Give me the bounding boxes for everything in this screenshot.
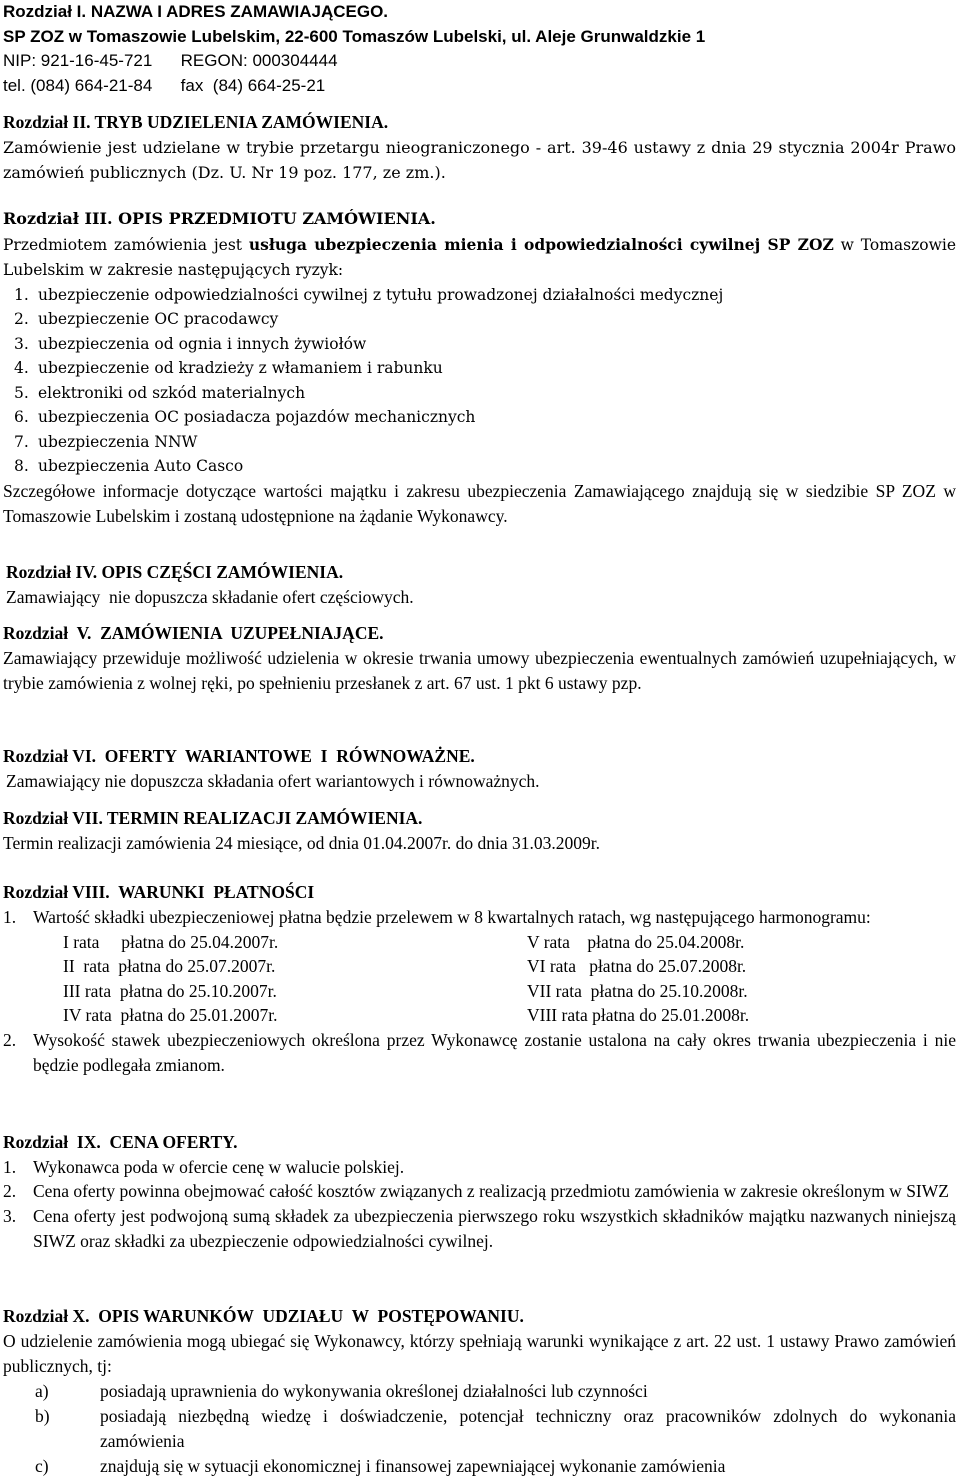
section-4-text: Zamawiający nie dopuszcza składanie ofert częściowych. (6, 586, 414, 607)
schedule-right-row: VIII rata płatna do 25.01.2008r. (527, 1005, 750, 1025)
list-item: 8. ubezpieczenia Auto Casco (14, 457, 244, 475)
list-item: 5. elektroniki od szkód materialnych (14, 383, 306, 402)
section-9-heading: Rozdział IX. CENA OFERTY. (3, 1132, 238, 1152)
schedule-right-row: VII rata płatna do 25.10.2008r. (527, 980, 748, 1001)
schedule-left-row: III rata płatna do 25.10.2007r. (63, 980, 277, 1001)
section-2 (3, 110, 956, 185)
list-item: a) posiadają uprawnienia do wykonywania określonej działalności lub czynności (35, 1380, 648, 1401)
payment-schedule (3, 930, 956, 1028)
section-9 (3, 1130, 956, 1254)
section-2-heading: Rozdział II. TRYB UDZIELENIA ZAMÓWIENIA. (3, 112, 389, 132)
section-3-outro: Szczegółowe informacje dotyczące wartości majątku i zakresu ubezpieczenia Zamawiającego znajdują się w siedzibie SP ZOZ w Tomaszowie Lubelskim i zostaną udostępnione na żądanie Wykonawcy. (3, 480, 956, 526)
section-5-heading: Rozdział V. ZAMÓWIENIA UZUPEŁNIAJĄCE. (3, 623, 384, 643)
list-item: 1. ubezpieczenie odpowiedzialności cywilnej z tytułu prowadzonej działalności medycznej (14, 285, 724, 304)
list-item: 2. Cena oferty powinna obejmować całość kosztów związanych z realizacją przedmiotu zamówienia w zakresie określonym w SIWZ (3, 1181, 949, 1201)
section-6-text: Zamawiający nie dopuszcza składania ofert wariantowych i równoważnych. (6, 770, 540, 791)
section-10 (3, 1304, 956, 1479)
schedule-right-row: VI rata płatna do 25.07.2008r. (527, 956, 747, 976)
payment-item-1: 1. Wartość składki ubezpieczeniowej płatna będzie przelewem w 8 kwartalnych ratach, wg następującego harmonogramu: (3, 906, 871, 927)
section-5 (3, 621, 956, 696)
section-5-text: Zamawiający przewiduje możliwość udzielenia w okresie trwania umowy ubezpieczenia ewentualnych zamówień uzupełniających, w trybie zamówienia z wolnej ręki, po spełnieniu przesłanek z art. 67 ust. 1 pkt 6 ustawy pzp. (3, 647, 956, 693)
risk-list (3, 283, 956, 479)
list-item: 6. ubezpieczenia OC posiadacza pojazdów mechanicznych (14, 408, 476, 426)
section-3 (3, 207, 956, 529)
list-item: 1. Wykonawca poda w ofercie cenę w walucie polskiej. (3, 1156, 405, 1177)
section-4 (6, 560, 956, 609)
schedule-left-row: I rata płatna do 25.04.2007r. (63, 931, 279, 952)
section-3-intro (3, 232, 956, 283)
section-1-heading: Rozdział I. NAZWA I ADRES ZAMAWIAJĄCEGO. (3, 2, 389, 21)
list-item: b) posiadają niezbędną wiedzę i doświadczenie, potencjał techniczny oraz pracowników zdolnych do wykonania zamówienia (35, 1405, 956, 1451)
intro-part-a: Przedmiotem zamówienia jest (3, 235, 249, 254)
list-item: 7. ubezpieczenia NNW (14, 432, 198, 451)
list-item: 2. ubezpieczenie OC pracodawcy (14, 310, 279, 328)
section-6-heading: Rozdział VI. OFERTY WARIANTOWE I RÓWNOWAŻNE. (3, 746, 475, 766)
intro-part-c: w Tomaszowie Lubelskim w zakresie następujących ryzyk: (3, 235, 956, 279)
section-2-text: Zamówienie jest udzielane w trybie przetargu nieograniczonego - art. 39-46 ustawy z dnia 29 stycznia 2004r Prawo zamówień publicznych (Dz. U. Nr 19 poz. 177, ze zm.). (3, 137, 956, 182)
payment-item-2: 2. Wysokość stawek ubezpieczeniowych określona przez Wykonawcę zostanie ustalona na cały okres trwania ubezpieczenia i nie będzie podlegała zmianom. (3, 1029, 956, 1075)
section-7-text: Termin realizacji zamówienia 24 miesiące, od dnia 01.04.2007r. do dnia 31.03.2009r. (3, 832, 601, 853)
section-7 (3, 806, 956, 855)
intro-part-b: usługa ubezpieczenia mienia i odpowiedzialności cywilnej SP ZOZ (248, 234, 834, 254)
list-item: 4. ubezpieczenie od kradzieży z włamaniem i rabunku (14, 359, 443, 377)
schedule-left-row: IV rata płatna do 25.01.2007r. (63, 1005, 278, 1025)
nip-regon-line: NIP: 921-16-45-721 REGON: 000304444 (3, 51, 338, 70)
section-8 (3, 880, 956, 1078)
list-item: 3. Cena oferty jest podwojoną sumą składek za ubezpieczenia pierwszego roku wszystkich składników majątku nazwanych niniejszą SIWZ oraz składki za ubezpieczenie odpowiedzialności cywilnej. (3, 1206, 956, 1251)
section-3-heading: Rozdział III. OPIS PRZEDMIOTU ZAMÓWIENIA. (3, 209, 436, 228)
section-10-heading: Rozdział X. OPIS WARUNKÓW UDZIAŁU W POSTĘPOWANIU. (3, 1306, 524, 1326)
section-1 (3, 0, 956, 98)
phone-fax-line: tel. (084) 664-21-84 fax (84) 664-25-21 (3, 75, 326, 95)
list-item: 3. ubezpieczenia od ognia i innych żywiołów (14, 334, 367, 353)
section-8-heading: Rozdział VIII. WARUNKI PŁATNOŚCI (3, 882, 315, 902)
schedule-left-row: II rata płatna do 25.07.2007r. (63, 956, 276, 976)
schedule-right-row: V rata płatna do 25.04.2008r. (527, 931, 745, 952)
section-4-heading: Rozdział IV. OPIS CZĘŚCI ZAMÓWIENIA. (6, 562, 344, 582)
section-7-heading: Rozdział VII. TERMIN REALIZACJI ZAMÓWIENIA. (3, 808, 423, 828)
section-6 (3, 744, 956, 793)
address-line: SP ZOZ w Tomaszowie Lubelskim, 22-600 Tomaszów Lubelski, ul. Aleje Grunwaldzkie 1 (3, 26, 706, 46)
section-10-intro: O udzielenie zamówienia mogą ubiegać się Wykonawcy, którzy spełniają warunki wynikające z art. 22 ust. 1 ustawy Prawo zamówień publicznych, tj: (3, 1330, 956, 1376)
list-item: c) znajdują się w sytuacji ekonomicznej i finansowej zapewniającej wykonanie zamówienia (35, 1455, 726, 1476)
